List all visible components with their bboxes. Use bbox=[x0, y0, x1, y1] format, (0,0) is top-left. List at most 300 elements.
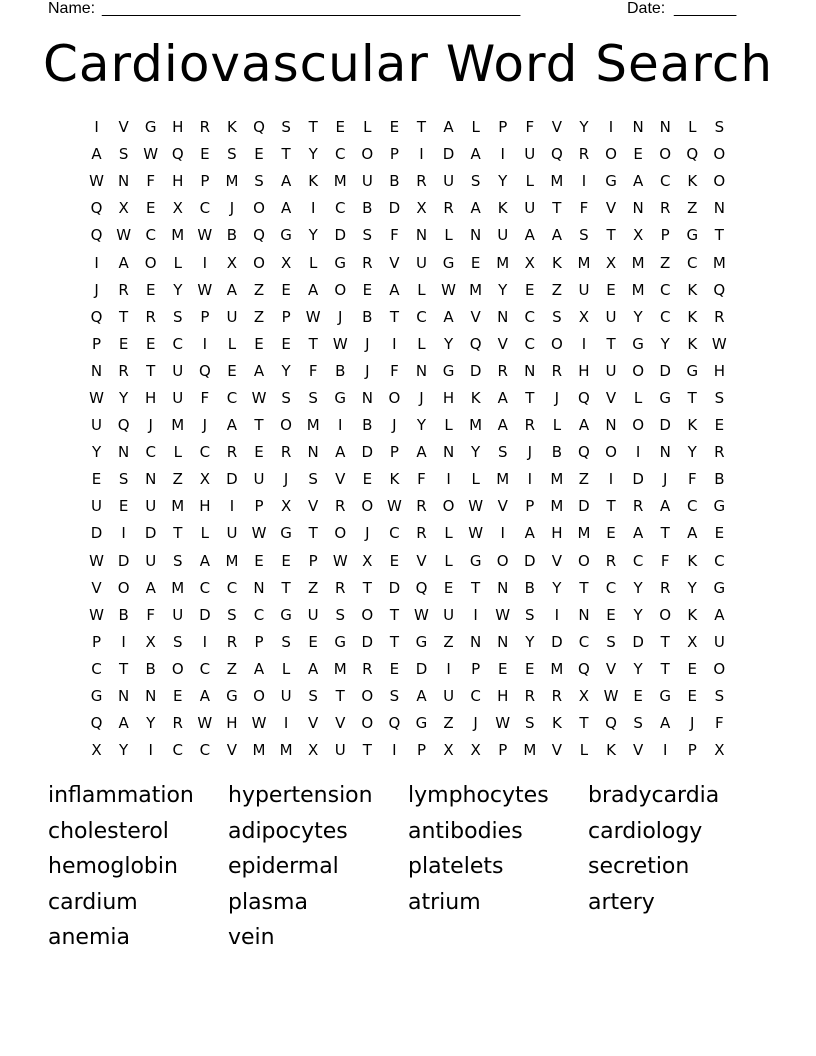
grid-letter: S bbox=[525, 605, 535, 624]
grid-letter: S bbox=[579, 226, 589, 245]
grid-letter: C bbox=[659, 280, 671, 299]
grid-letter: M bbox=[306, 416, 320, 435]
grid-letter: L bbox=[173, 443, 182, 462]
grid-letter: G bbox=[415, 632, 428, 651]
grid-letter: I bbox=[338, 416, 343, 435]
grid-letter: Y bbox=[498, 172, 508, 191]
grid-letter: G bbox=[334, 632, 347, 651]
grid-letter: K bbox=[687, 551, 698, 570]
grid-letter: O bbox=[361, 497, 374, 516]
grid-letter: N bbox=[415, 226, 428, 245]
grid-letter: D bbox=[659, 416, 671, 435]
grid-letter: U bbox=[605, 361, 617, 380]
grid-letter: E bbox=[443, 578, 454, 597]
grid-letter: A bbox=[416, 687, 427, 706]
grid-letter: S bbox=[118, 470, 129, 489]
grid-letter: I bbox=[419, 145, 424, 164]
grid-letter: B bbox=[551, 443, 563, 462]
grid-row bbox=[83, 277, 733, 304]
grid-letter: W bbox=[386, 497, 402, 516]
grid-letter: O bbox=[117, 578, 130, 597]
grid-letter: S bbox=[173, 632, 183, 651]
grid-letter: X bbox=[524, 253, 535, 272]
grid-letter: G bbox=[280, 605, 292, 624]
grid-letter: A bbox=[632, 524, 644, 543]
grid-letter: J bbox=[554, 388, 560, 407]
grid-letter: G bbox=[90, 687, 103, 706]
grid-letter: S bbox=[281, 118, 291, 137]
grid-letter: I bbox=[94, 253, 99, 272]
word-list-item: lymphocytes bbox=[408, 783, 549, 808]
grid-letter: P bbox=[471, 659, 481, 678]
grid-letter: Q bbox=[578, 388, 590, 407]
grid-letter: L bbox=[281, 659, 291, 678]
word-list-item: cholesterol bbox=[48, 818, 169, 844]
grid-letter: H bbox=[578, 361, 590, 380]
grid-letter: Q bbox=[253, 118, 265, 137]
grid-letter: O bbox=[496, 551, 509, 570]
grid-letter: Q bbox=[90, 199, 103, 218]
grid-letter: A bbox=[578, 416, 590, 435]
word-list-item: anemia bbox=[48, 925, 130, 951]
grid-letter: Y bbox=[687, 443, 697, 462]
grid-letter: N bbox=[497, 578, 509, 597]
grid-letter: R bbox=[659, 578, 671, 597]
grid-letter: U bbox=[172, 605, 184, 624]
grid-letter: B bbox=[362, 416, 373, 435]
grid-letter: C bbox=[416, 307, 427, 326]
grid-letter: I bbox=[202, 253, 208, 272]
grid-letter: O bbox=[442, 497, 455, 516]
grid-letter: R bbox=[172, 714, 183, 733]
grid-letter: U bbox=[443, 687, 455, 706]
grid-letter: G bbox=[334, 253, 347, 272]
grid-letter: L bbox=[417, 280, 426, 299]
word-list-item: inflammation bbox=[48, 783, 194, 808]
grid-letter: A bbox=[497, 388, 508, 407]
grid-letter: E bbox=[254, 443, 264, 462]
grid-letter: D bbox=[199, 605, 211, 624]
grid-letter: T bbox=[687, 388, 697, 407]
grid-letter: T bbox=[606, 334, 616, 353]
grid-letter: T bbox=[416, 118, 427, 137]
grid-letter: M bbox=[333, 659, 347, 678]
grid-letter: Q bbox=[605, 714, 617, 733]
grid-letter: C bbox=[199, 443, 211, 462]
grid-letter: W bbox=[332, 551, 348, 570]
grid-letter: S bbox=[281, 632, 291, 651]
grid-letter: K bbox=[551, 714, 562, 733]
grid-letter: E bbox=[525, 659, 535, 678]
grid-letter: E bbox=[145, 334, 156, 353]
grid-letter: E bbox=[525, 280, 535, 299]
grid-letter: T bbox=[119, 307, 129, 326]
grid-letter: U bbox=[172, 388, 184, 407]
grid-letter: X bbox=[308, 741, 319, 760]
grid-letter: A bbox=[280, 172, 292, 191]
grid-letter: B bbox=[335, 361, 346, 380]
grid-letter: N bbox=[118, 172, 130, 191]
grid-letter: V bbox=[335, 470, 346, 489]
grid-letter: C bbox=[578, 632, 590, 651]
grid-letter: E bbox=[633, 145, 643, 164]
grid-letter: V bbox=[308, 714, 319, 733]
grid-letter: Z bbox=[578, 470, 590, 489]
word-list-item: cardiology bbox=[588, 818, 703, 844]
grid-letter: A bbox=[470, 199, 481, 218]
grid-letter: X bbox=[280, 253, 292, 272]
grid-letter: E bbox=[281, 551, 291, 570]
grid-letter: G bbox=[144, 118, 157, 137]
grid-row bbox=[83, 249, 733, 276]
grid-letter: R bbox=[118, 280, 129, 299]
grid-letter: Q bbox=[171, 145, 184, 164]
grid-letter: T bbox=[146, 361, 156, 380]
grid-letter: O bbox=[361, 605, 374, 624]
grid-letter: P bbox=[200, 172, 210, 191]
grid-letter: D bbox=[388, 199, 401, 218]
grid-letter: U bbox=[307, 605, 319, 624]
grid-letter: S bbox=[525, 714, 535, 733]
grid-letter: S bbox=[470, 172, 481, 191]
grid-letter: N bbox=[307, 443, 319, 462]
grid-letter: P bbox=[254, 497, 264, 516]
grid-letter: C bbox=[632, 551, 644, 570]
grid-letter: M bbox=[631, 253, 645, 272]
grid-letter: Y bbox=[687, 578, 697, 597]
grid-letter: V bbox=[605, 388, 617, 407]
grid-letter: I bbox=[121, 524, 126, 543]
grid-letter: T bbox=[660, 524, 670, 543]
grid-letter: R bbox=[416, 497, 427, 516]
grid-letter: C bbox=[470, 687, 481, 706]
grid-letter: T bbox=[254, 416, 264, 435]
grid-letter: N bbox=[118, 443, 130, 462]
grid-letter: T bbox=[335, 687, 345, 706]
grid-letter: W bbox=[495, 714, 511, 733]
grid-letter: U bbox=[226, 524, 238, 543]
grid-letter: W bbox=[251, 524, 267, 543]
grid-letter: A bbox=[443, 118, 454, 137]
grid-letter: I bbox=[121, 632, 126, 651]
grid-letter: U bbox=[172, 361, 184, 380]
grid-letter: M bbox=[523, 741, 537, 760]
grid-letter: A bbox=[280, 199, 292, 218]
grid-letter: U bbox=[443, 172, 455, 191]
grid-letter: U bbox=[145, 551, 157, 570]
grid-letter: Q bbox=[550, 145, 563, 164]
grid-letter: E bbox=[227, 361, 237, 380]
grid-letter: L bbox=[688, 118, 697, 137]
grid-letter: H bbox=[172, 118, 184, 137]
grid-letter: X bbox=[632, 226, 644, 245]
grid-letter: R bbox=[659, 199, 671, 218]
grid-letter: C bbox=[524, 307, 536, 326]
grid-letter: G bbox=[415, 714, 428, 733]
grid-letter: Q bbox=[713, 280, 726, 299]
grid-letter: Y bbox=[660, 334, 670, 353]
grid-row bbox=[83, 493, 733, 520]
grid-letter: N bbox=[497, 307, 509, 326]
grid-letter: V bbox=[118, 118, 129, 137]
word-list-item: cardium bbox=[48, 889, 138, 915]
grid-letter: L bbox=[363, 118, 372, 137]
grid-letter: A bbox=[253, 361, 265, 380]
grid-letter: K bbox=[308, 172, 319, 191]
word-list bbox=[48, 780, 788, 958]
grid-letter: X bbox=[470, 741, 481, 760]
letter-grid bbox=[83, 114, 733, 764]
grid-letter: U bbox=[524, 145, 536, 164]
grid-letter: C bbox=[687, 253, 698, 272]
grid-letter: I bbox=[608, 118, 614, 137]
grid-letter: N bbox=[578, 605, 590, 624]
grid-letter: W bbox=[143, 145, 159, 164]
grid-letter: E bbox=[118, 497, 129, 516]
grid-letter: Y bbox=[471, 443, 481, 462]
grid-letter: H bbox=[497, 687, 509, 706]
grid-letter: I bbox=[446, 659, 451, 678]
grid-row bbox=[83, 358, 733, 385]
grid-letter: A bbox=[226, 416, 238, 435]
grid-letter: V bbox=[551, 118, 562, 137]
grid-letter: Y bbox=[633, 659, 643, 678]
grid-letter: E bbox=[200, 145, 210, 164]
grid-letter: S bbox=[227, 605, 237, 624]
grid-letter: U bbox=[524, 199, 536, 218]
grid-letter: R bbox=[226, 443, 238, 462]
grid-letter: D bbox=[226, 470, 238, 489]
grid-letter: R bbox=[416, 524, 427, 543]
grid-letter: E bbox=[606, 524, 616, 543]
grid-letter: N bbox=[361, 388, 373, 407]
grid-letter: T bbox=[660, 632, 670, 651]
grid-letter: E bbox=[362, 280, 373, 299]
grid-letter: R bbox=[551, 361, 563, 380]
grid-letter: F bbox=[390, 226, 399, 245]
grid-letter: B bbox=[226, 226, 238, 245]
grid-letter: N bbox=[470, 632, 482, 651]
grid-letter: D bbox=[442, 145, 455, 164]
word-list-item: epidermal bbox=[228, 854, 339, 880]
grid-letter: J bbox=[392, 416, 397, 435]
grid-letter: Q bbox=[90, 307, 103, 326]
grid-letter: T bbox=[389, 632, 399, 651]
grid-row bbox=[83, 466, 733, 493]
grid-letter: C bbox=[659, 172, 671, 191]
grid-letter: M bbox=[252, 741, 266, 760]
grid-letter: O bbox=[253, 687, 265, 706]
grid-letter: W bbox=[468, 497, 484, 516]
grid-letter: I bbox=[202, 632, 208, 651]
grid-letter: V bbox=[389, 253, 400, 272]
grid-letter: B bbox=[118, 605, 129, 624]
date-field[interactable]: _______ bbox=[674, 0, 737, 17]
name-field[interactable]: _______________________________________________ bbox=[102, 0, 521, 17]
grid-letter: G bbox=[469, 551, 482, 570]
grid-letter: T bbox=[362, 578, 372, 597]
grid-letter: G bbox=[280, 226, 292, 245]
grid-letter: A bbox=[308, 280, 319, 299]
grid-letter: T bbox=[660, 659, 670, 678]
grid-letter: M bbox=[171, 578, 185, 597]
grid-letter: Z bbox=[253, 280, 265, 299]
grid-letter: I bbox=[446, 470, 451, 489]
grid-letter: L bbox=[308, 253, 318, 272]
grid-letter: O bbox=[632, 416, 644, 435]
grid-letter: X bbox=[714, 741, 725, 760]
grid-letter: P bbox=[308, 551, 318, 570]
grid-letter: T bbox=[119, 659, 129, 678]
grid-letter: O bbox=[253, 199, 265, 218]
grid-letter: E bbox=[281, 334, 291, 353]
grid-letter: L bbox=[444, 416, 453, 435]
grid-letter: N bbox=[524, 361, 536, 380]
grid-letter: T bbox=[579, 578, 589, 597]
grid-letter: T bbox=[308, 524, 318, 543]
grid-letter: K bbox=[551, 253, 562, 272]
grid-letter: R bbox=[118, 361, 129, 380]
grid-letter: J bbox=[365, 361, 370, 380]
grid-letter: U bbox=[280, 687, 292, 706]
grid-letter: O bbox=[659, 605, 672, 624]
grid-letter: D bbox=[415, 659, 428, 678]
grid-letter: U bbox=[443, 605, 455, 624]
grid-letter: I bbox=[94, 118, 99, 137]
grid-letter: Y bbox=[173, 280, 183, 299]
grid-letter: M bbox=[496, 253, 510, 272]
grid-letter: C bbox=[605, 578, 617, 597]
word-list-item: bradycardia bbox=[588, 783, 720, 808]
grid-letter: J bbox=[365, 334, 370, 353]
grid-letter: W bbox=[89, 605, 104, 624]
grid-letter: D bbox=[632, 632, 644, 651]
grid-letter: C bbox=[524, 334, 536, 353]
grid-letter: V bbox=[551, 551, 562, 570]
grid-letter: J bbox=[283, 470, 289, 489]
grid-letter: O bbox=[713, 145, 726, 164]
grid-letter: O bbox=[713, 659, 726, 678]
grid-letter: Y bbox=[633, 307, 643, 326]
grid-letter: G bbox=[226, 687, 238, 706]
grid-letter: R bbox=[524, 416, 535, 435]
grid-letter: N bbox=[713, 199, 725, 218]
grid-letter: Z bbox=[226, 659, 238, 678]
grid-letter: M bbox=[225, 551, 239, 570]
grid-letter: I bbox=[283, 714, 289, 733]
grid-letter: J bbox=[419, 388, 424, 407]
grid-letter: R bbox=[605, 551, 617, 570]
grid-letter: I bbox=[202, 334, 208, 353]
grid-letter: M bbox=[279, 741, 293, 760]
grid-letter: A bbox=[416, 443, 427, 462]
grid-letter: N bbox=[415, 361, 428, 380]
grid-letter: G bbox=[280, 524, 292, 543]
word-list-item: plasma bbox=[228, 889, 308, 915]
grid-letter: X bbox=[91, 741, 102, 760]
grid-letter: E bbox=[497, 659, 508, 678]
grid-letter: Q bbox=[253, 226, 265, 245]
word-list-item: secretion bbox=[588, 854, 690, 880]
grid-letter: E bbox=[145, 199, 156, 218]
grid-letter: F bbox=[390, 361, 399, 380]
grid-letter: E bbox=[91, 470, 102, 489]
grid-letter: M bbox=[469, 416, 483, 435]
grid-letter: L bbox=[552, 416, 562, 435]
grid-letter: X bbox=[578, 307, 590, 326]
grid-letter: L bbox=[525, 172, 534, 191]
grid-letter: W bbox=[441, 280, 456, 299]
grid-letter: A bbox=[524, 226, 535, 245]
grid-letter: U bbox=[226, 307, 238, 326]
grid-letter: E bbox=[335, 118, 345, 137]
grid-letter: K bbox=[687, 307, 698, 326]
grid-letter: N bbox=[659, 443, 671, 462]
grid-letter: C bbox=[199, 659, 211, 678]
grid-letter: X bbox=[199, 470, 210, 489]
grid-letter: P bbox=[660, 226, 670, 245]
grid-letter: Y bbox=[443, 334, 454, 353]
grid-letter: T bbox=[389, 605, 399, 624]
grid-letter: C bbox=[389, 524, 400, 543]
grid-letter: C bbox=[335, 199, 346, 218]
grid-letter: Q bbox=[578, 443, 590, 462]
grid-letter: L bbox=[633, 388, 643, 407]
grid-letter: A bbox=[660, 714, 671, 733]
grid-row bbox=[83, 737, 733, 764]
grid-letter: I bbox=[310, 199, 316, 218]
grid-letter: U bbox=[415, 253, 427, 272]
grid-letter: S bbox=[497, 443, 508, 462]
grid-letter: Y bbox=[281, 361, 291, 380]
grid-letter: C bbox=[226, 578, 238, 597]
grid-row bbox=[83, 385, 733, 412]
grid-letter: L bbox=[471, 470, 480, 489]
grid-letter: U bbox=[497, 226, 509, 245]
grid-letter: O bbox=[605, 443, 617, 462]
grid-letter: S bbox=[389, 687, 400, 706]
grid-letter: I bbox=[662, 741, 668, 760]
grid-letter: A bbox=[524, 524, 535, 543]
grid-row bbox=[83, 683, 733, 710]
grid-letter: O bbox=[361, 714, 374, 733]
grid-letter: S bbox=[227, 145, 237, 164]
grid-letter: D bbox=[90, 524, 103, 543]
grid-letter: P bbox=[92, 632, 102, 651]
grid-letter: Q bbox=[578, 659, 590, 678]
grid-row bbox=[83, 114, 733, 141]
grid-letter: D bbox=[361, 632, 374, 651]
grid-letter: V bbox=[335, 714, 346, 733]
grid-letter: Y bbox=[308, 145, 318, 164]
grid-letter: T bbox=[173, 524, 183, 543]
grid-letter: S bbox=[308, 388, 318, 407]
grid-letter: B bbox=[362, 199, 373, 218]
grid-letter: Q bbox=[388, 714, 401, 733]
grid-letter: V bbox=[91, 578, 102, 597]
grid-letter: B bbox=[362, 307, 373, 326]
grid-letter: S bbox=[254, 172, 264, 191]
grid-letter: J bbox=[94, 280, 99, 299]
grid-letter: E bbox=[173, 687, 183, 706]
grid-letter: F bbox=[525, 118, 535, 137]
grid-row bbox=[83, 548, 733, 575]
grid-letter: C bbox=[91, 659, 102, 678]
grid-letter: F bbox=[660, 551, 670, 570]
grid-letter: I bbox=[581, 334, 587, 353]
grid-letter: A bbox=[687, 524, 698, 543]
grid-row bbox=[83, 412, 733, 439]
